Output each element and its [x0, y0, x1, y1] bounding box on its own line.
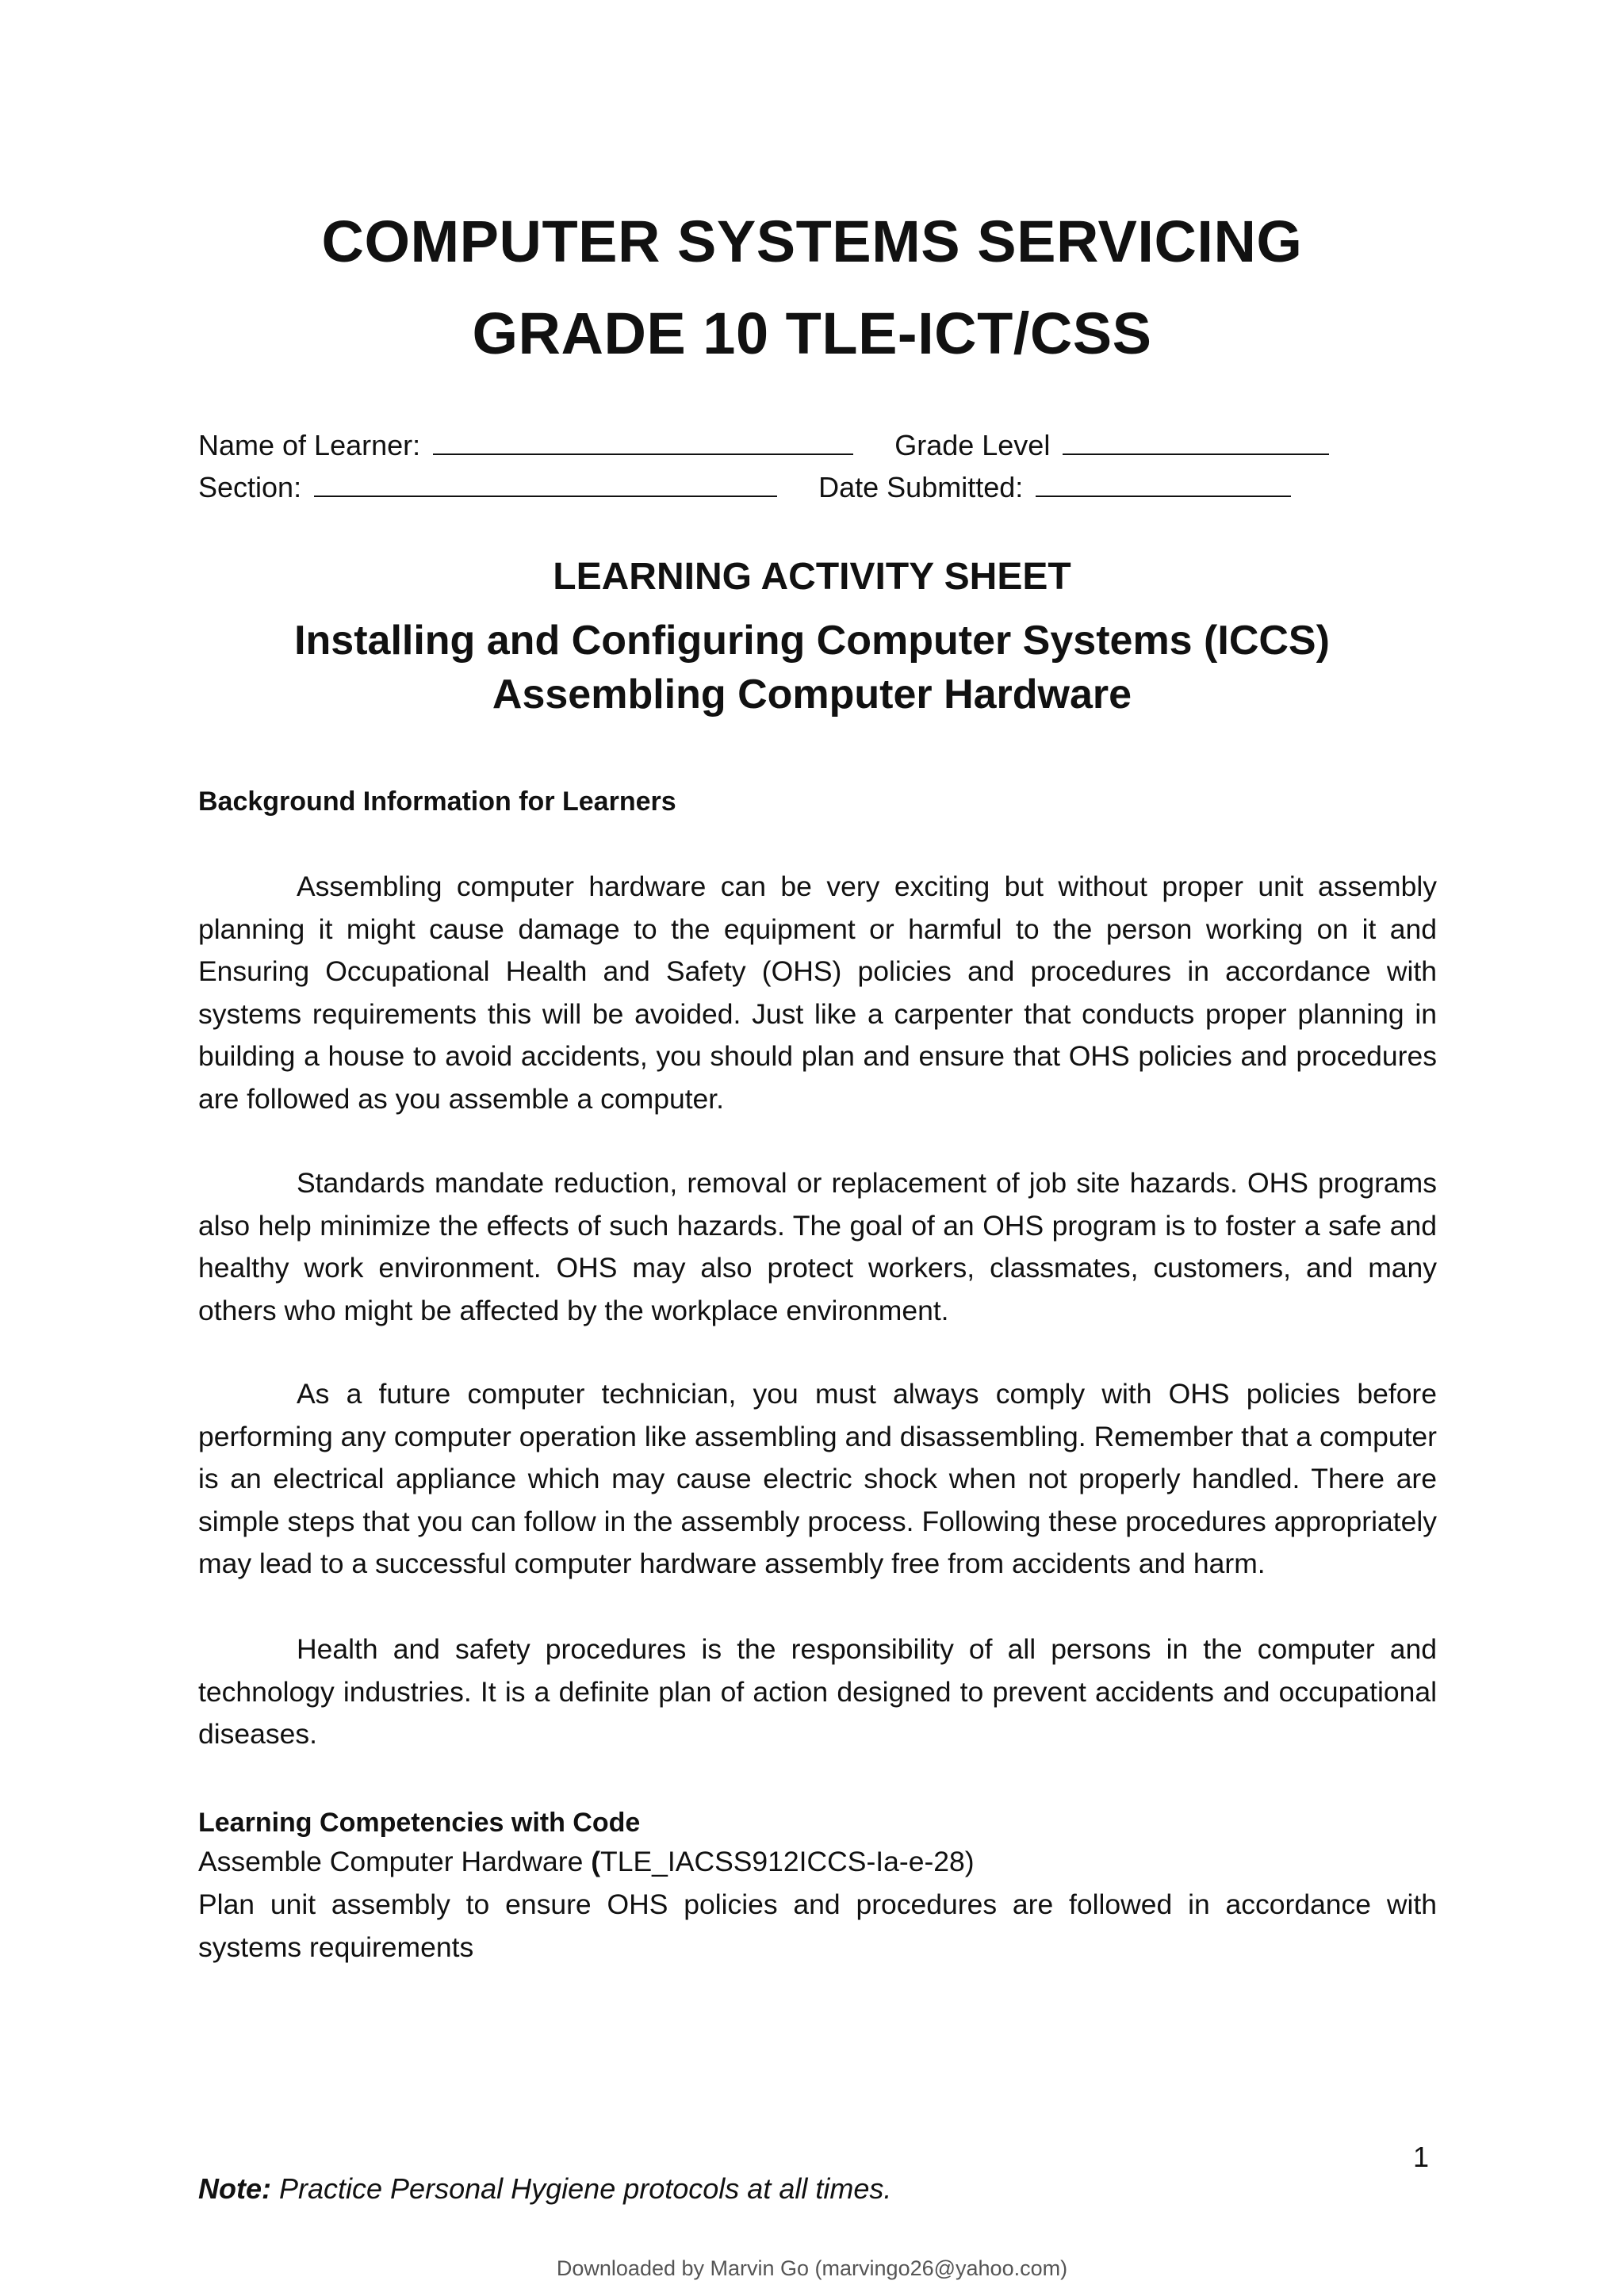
- note: [198, 2172, 891, 2206]
- competency-name: Assemble Computer Hardware: [198, 1846, 592, 1877]
- competency-code: TLE_IACSS912ICCS-Ia-e-28): [600, 1846, 975, 1877]
- competency-description: Plan unit assembly to ensure OHS policies and procedures are followed in accordance with systems requirements: [198, 1888, 1437, 1963]
- name-blank-line: [433, 427, 853, 455]
- section-blank-line: [314, 469, 777, 497]
- document-grade-title: GRADE 10 TLE-ICT/CSS: [472, 300, 1152, 366]
- name-label: Name of Learner:: [198, 429, 421, 461]
- section-label: Section:: [198, 471, 302, 503]
- paragraph: Standards mandate reduction, removal or replacement of job site hazards. OHS programs also help minimize the effects of such hazards. The goal of an OHS program is to foster a safe and healthy work environment. OHS may also protect workers, classmates, customers, and many others who might be affected by the workplace environment.: [198, 1167, 1437, 1326]
- sheet-title: LEARNING ACTIVITY SHEET: [553, 556, 1071, 598]
- paragraph: Assembling computer hardware can be very exciting but without proper unit assembly planning it might cause damage to the equipment or harmful to the person working on it and Ensuring Occupational Health and Safety (OHS) policies and procedures in accordance with systems requirements this will be avoided. Just like a carpenter that conducts proper planning in building a house to avoid accidents, you should plan and ensure that OHS policies and procedures are followed as you assemble a computer.: [198, 871, 1437, 1115]
- paragraph: As a future computer technician, you must always comply with OHS policies before performing any computer operation like assembling and disassembling. Remember that a computer is an electrical appliance which may cause electric shock when not properly handled. There are simple steps that you can follow in the assembly process. Following these procedures appropriately may lead to a successful computer hardware assembly free from accidents and harm.: [198, 1378, 1437, 1579]
- competencies-heading: Learning Competencies with Code: [198, 1808, 641, 1838]
- note-label: Note:: [198, 2172, 271, 2205]
- grade-level-label: Grade Level: [894, 429, 1051, 461]
- section-info-row: [198, 469, 1296, 504]
- date-submitted-blank-line: [1036, 469, 1291, 497]
- document-title: COMPUTER SYSTEMS SERVICING: [321, 209, 1303, 274]
- note-text: Practice Personal Hygiene protocols at all times.: [271, 2172, 892, 2205]
- background-heading: Background Information for Learners: [198, 786, 676, 817]
- grade-level-blank-line: [1063, 427, 1329, 455]
- subtitle-assembling: Assembling Computer Hardware: [492, 672, 1132, 718]
- subtitle-iccs: Installing and Configuring Computer Systems (ICCS): [294, 618, 1330, 664]
- page-number: 1: [1413, 2141, 1430, 2173]
- date-submitted-label: Date Submitted:: [818, 471, 1024, 503]
- download-footer: Downloaded by Marvin Go (marvingo26@yahoo.com): [556, 2256, 1068, 2280]
- competency-line: Assemble Computer Hardware (TLE_IACSS912ICCS-Ia-e-28): [198, 1846, 975, 1877]
- learner-info-row: [198, 427, 1334, 462]
- paragraph: Health and safety procedures is the responsibility of all persons in the computer and technology industries. It is a definite plan of action designed to prevent accidents and occupational diseases.: [198, 1633, 1437, 1750]
